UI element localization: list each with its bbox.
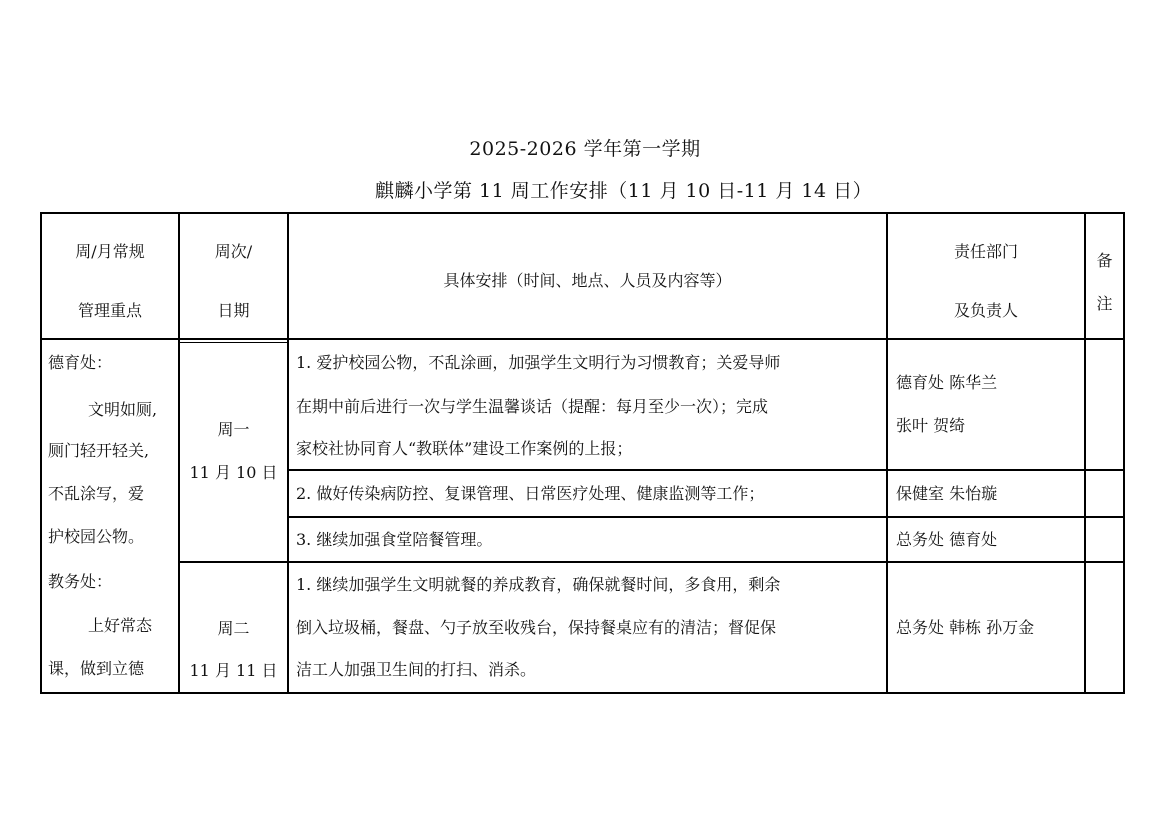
focus-line: 护校园公物。 xyxy=(48,527,145,546)
dept-line: 总务处 韩栋 孙万金 xyxy=(896,618,1035,637)
day-date: 11 月 10 日 xyxy=(189,463,278,482)
focus-line: 德育处： xyxy=(48,353,113,372)
table-border-top xyxy=(40,212,1125,214)
dept-line: 保健室 朱怡璇 xyxy=(896,484,998,503)
header-remarks-line1: 备 xyxy=(1096,251,1113,270)
col-divider-3 xyxy=(886,212,888,694)
arrangement-line: 洁工人加强卫生间的打扫、消杀。 xyxy=(296,660,537,679)
header-date-line1: 周次/ xyxy=(214,242,253,261)
row1-bottom-line xyxy=(287,469,1125,471)
focus-line: 不乱涂写，爱 xyxy=(48,484,145,503)
table-border-left xyxy=(40,212,42,694)
day-weekday: 周二 xyxy=(217,619,250,638)
focus-line: 厕门轻开轻关, xyxy=(48,441,150,460)
day1-top-line xyxy=(178,342,288,343)
header-focus-line2: 管理重点 xyxy=(77,301,142,320)
day1-bottom-line xyxy=(178,561,1125,563)
dept-line: 张叶 贺绮 xyxy=(896,416,966,435)
dept-line: 总务处 德育处 xyxy=(896,530,998,549)
header-remarks-line2: 注 xyxy=(1096,294,1113,313)
header-focus-line1: 周/月常规 xyxy=(75,242,145,261)
day-date: 11 月 11 日 xyxy=(189,661,278,680)
document-title: 2025-2026 学年第一学期 xyxy=(469,138,701,160)
header-arrangement: 具体安排（时间、地点、人员及内容等） xyxy=(443,271,732,290)
header-dept-line2: 及负责人 xyxy=(953,301,1018,320)
arrangement-line: 1. 继续加强学生文明就餐的养成教育，确保就餐时间，多食用，剩余 xyxy=(296,575,781,594)
row2-bottom-line xyxy=(287,516,1125,518)
arrangement-line: 1. 爱护校园公物，不乱涂画，加强学生文明行为习惯教育；关爱导师 xyxy=(296,353,781,372)
arrangement-line: 倒入垃圾桶，餐盘、勺子放至收残台，保持餐桌应有的清洁；督促保 xyxy=(296,618,777,637)
header-date-line2: 日期 xyxy=(217,301,250,320)
header-dept-line1: 责任部门 xyxy=(953,242,1018,261)
focus-line: 教务处： xyxy=(48,572,113,591)
focus-line: 课，做到立德 xyxy=(48,659,145,678)
arrangement-line: 3. 继续加强食堂陪餐管理。 xyxy=(296,530,493,549)
arrangement-line: 家校社协同育人“教联体”建设工作案例的上报； xyxy=(296,439,633,458)
col-divider-4 xyxy=(1084,212,1086,694)
table-border-right xyxy=(1123,212,1125,694)
dept-line: 德育处 陈华兰 xyxy=(896,373,998,392)
header-bottom-line xyxy=(40,338,1125,340)
arrangement-line: 2. 做好传染病防控、复课管理、日常医疗处理、健康监测等工作； xyxy=(296,484,765,503)
arrangement-line: 在期中前后进行一次与学生温馨谈话（提醒：每月至少一次）；完成 xyxy=(296,397,769,416)
day-weekday: 周一 xyxy=(217,420,250,439)
table-border-bottom xyxy=(40,692,1125,694)
focus-line: 文明如厕, xyxy=(88,400,158,419)
document-subtitle: 麒麟小学第 11 周工作安排（11 月 10 日-11 月 14 日） xyxy=(375,180,873,202)
focus-line: 上好常态 xyxy=(88,616,153,635)
